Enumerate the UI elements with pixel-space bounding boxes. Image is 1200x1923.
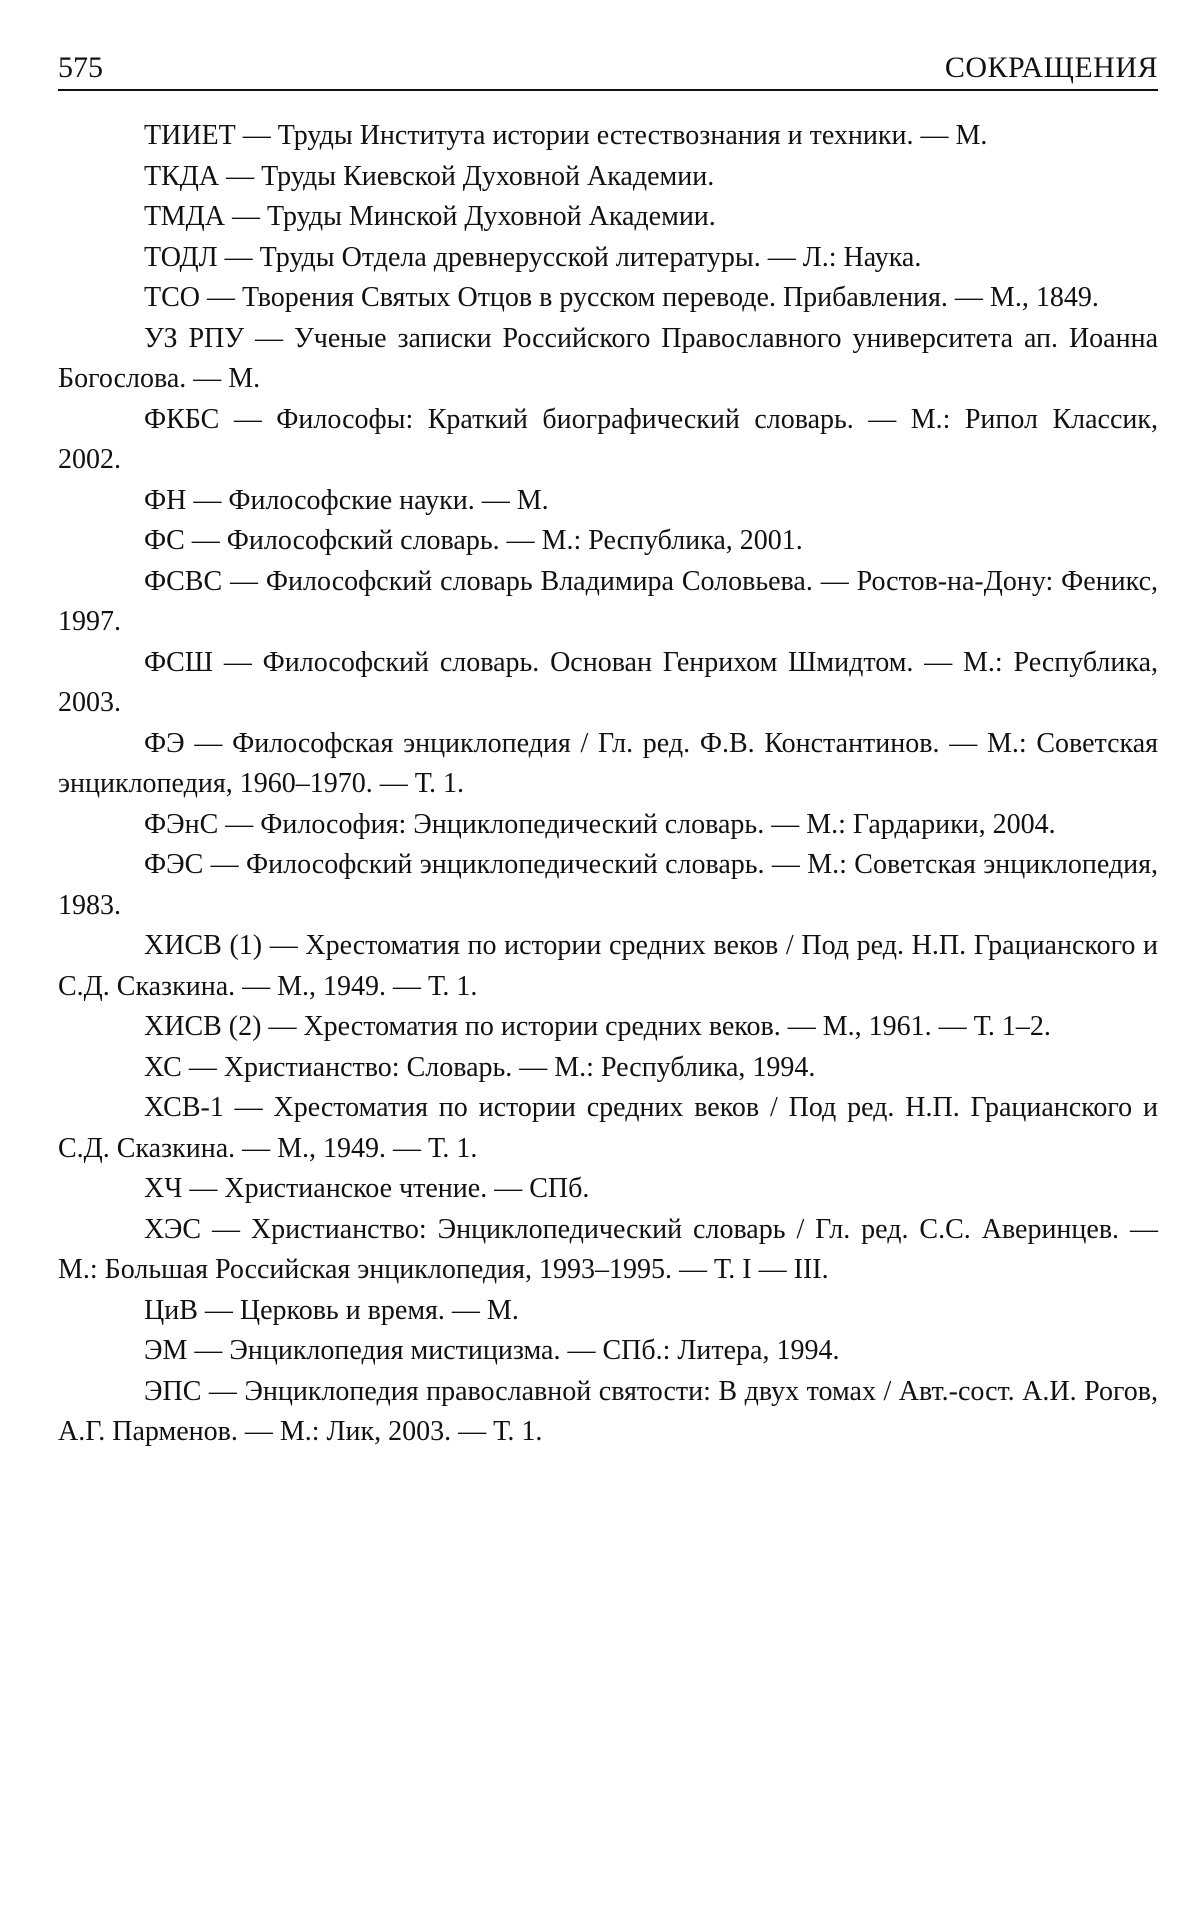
abbreviation-entry-khsv-1: ХСВ-1 — Хрестоматия по истории средних веков / Под ред. Н.П. Грацианского и С.Д. Сказкина. — М., 1949. — Т. 1. xyxy=(58,1092,1158,1164)
abbreviation-entry-fsvs: ФСВС — Философский словарь Владимира Соловьева. — Ростов-на-Дону: Феникс, 1997. xyxy=(58,565,1158,637)
abbreviation-entry-fes: ФЭС — Философский энциклопедический словарь. — М.: Советская энциклопедия, 1983. xyxy=(58,849,1158,921)
abbreviation-entry-uz-rpu: УЗ РПУ — Ученые записки Российского Православного университета ап. Иоанна Богослова. — М. xyxy=(58,322,1158,394)
running-title: СОКРАЩЕНИЯ xyxy=(944,51,1158,84)
abbreviations-list xyxy=(58,116,1158,1453)
abbreviation-entry-khisv-2: ХИСВ (2) — Хрестоматия по истории средних веков. — М., 1961. — Т. 1–2. xyxy=(144,1011,1051,1042)
abbreviation-entry-tso: ТСО — Творения Святых Отцов в русском переводе. Прибавления. — М., 1849. xyxy=(144,282,1099,313)
abbreviation-entry-fssh: ФСШ — Философский словарь. Основан Генрихом Шмидтом. — М.: Республика, 2003. xyxy=(58,646,1158,718)
abbreviation-entry-fs: ФС — Философский словарь. — М.: Республика, 2001. xyxy=(144,525,803,556)
abbreviation-entry-todl: ТОДЛ — Труды Отдела древнерусской литературы. — Л.: Наука. xyxy=(144,241,922,273)
abbreviation-entry-khes: ХЭС — Христианство: Энциклопедический словарь / Гл. ред. С.С. Аверинцев. — М.: Большая Российская энциклопедия, 1993–1995. — Т. I — III. xyxy=(58,1213,1158,1285)
abbreviation-entry-tsiv: ЦиВ — Церковь и время. — М. xyxy=(144,1294,519,1326)
abbreviation-entry-tiiet: ТИИЕТ — Труды Института истории естествознания и техники. — М. xyxy=(144,120,988,151)
abbreviation-entry-fkbs: ФКБС — Философы: Краткий биографический словарь. — М.: Рипол Классик, 2002. xyxy=(58,403,1158,475)
abbreviation-entry-fens: ФЭнС — Философия: Энциклопедический словарь. — М.: Гардарики, 2004. xyxy=(144,808,1056,840)
abbreviation-entry-khs: ХС — Христианство: Словарь. — М.: Республика, 1994. xyxy=(144,1051,816,1083)
abbreviation-entry-fe: ФЭ — Философская энциклопедия / Гл. ред. Ф.В. Константинов. — М.: Советская энциклопедия, 1960–1970. — Т. 1. xyxy=(58,727,1158,799)
abbreviation-entry-tkda: ТКДА — Труды Киевской Духовной Академии. xyxy=(144,160,715,192)
abbreviation-entry-khch: ХЧ — Христианское чтение. — СПб. xyxy=(144,1173,590,1204)
page-header xyxy=(58,48,1158,92)
abbreviation-entry-tmda: ТМДА — Труды Минской Духовной Академии. xyxy=(144,201,716,232)
header-rule xyxy=(58,89,1158,91)
abbreviation-entry-fn: ФН — Философские науки. — М. xyxy=(144,484,549,516)
abbreviation-entry-khisv-1: ХИСВ (1) — Хрестоматия по истории средних веков / Под ред. Н.П. Грацианского и С.Д. Сказкина. — М., 1949. — Т. 1. xyxy=(58,930,1158,1002)
abbreviation-entry-em: ЭМ — Энциклопедия мистицизма. — СПб.: Литера, 1994. xyxy=(144,1335,840,1366)
page-number: 575 xyxy=(58,51,103,84)
abbreviation-entry-eps: ЭПС — Энциклопедия православной святости: В двух томах / Авт.-сост. А.И. Рогов, А.Г. Парменов. — М.: Лик, 2003. — Т. 1. xyxy=(58,1375,1158,1447)
